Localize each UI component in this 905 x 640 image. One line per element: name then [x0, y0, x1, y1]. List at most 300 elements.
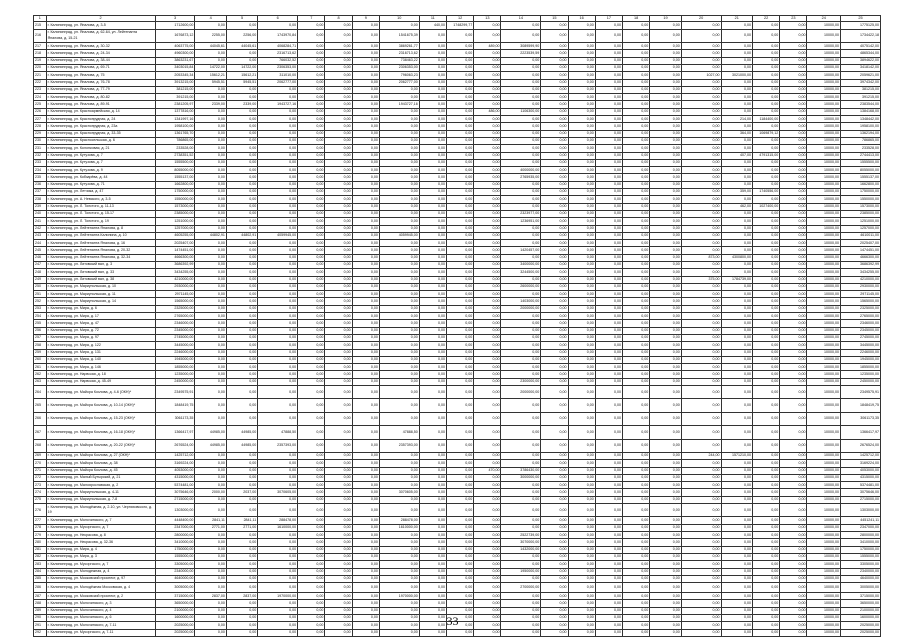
value-cell: 0,00 — [650, 371, 681, 378]
column-number-header: 16 — [568, 16, 595, 22]
value-cell: 44985,00 — [195, 439, 226, 452]
value-cell: 10000,00 — [807, 101, 841, 108]
value-cell: 10000,00 — [807, 167, 841, 174]
value-cell: 0,00 — [541, 364, 568, 371]
value-cell: 0,00 — [595, 320, 622, 327]
table-row — [34, 320, 881, 327]
value-cell: 0,00 — [541, 568, 568, 575]
value-cell: 0,00 — [681, 489, 721, 496]
address-cell: г. Калининград, ул. Яналова, д. 80-82 — [46, 94, 155, 101]
value-cell: 0,00 — [541, 561, 568, 568]
value-cell: 0,00 — [298, 29, 325, 42]
value-cell: 0,00 — [325, 181, 352, 188]
value-cell: 0,00 — [501, 116, 541, 123]
value-cell: 0,00 — [419, 94, 446, 101]
value-cell: 4640000,00 — [155, 575, 195, 582]
value-cell: 0,00 — [352, 137, 379, 144]
value-cell: 4075142,00 — [841, 43, 881, 50]
value-cell: 0,00 — [258, 575, 298, 582]
value-cell: 0,00 — [721, 504, 752, 517]
table-row — [34, 546, 881, 553]
value-cell: 0,00 — [501, 145, 541, 152]
value-cell: 0,00 — [650, 276, 681, 283]
value-cell: 0,00 — [752, 489, 779, 496]
value-cell: 0,00 — [379, 532, 419, 539]
value-cell: 0,00 — [541, 412, 568, 425]
value-cell: 0,00 — [623, 218, 650, 225]
value-cell: 0,00 — [258, 291, 298, 298]
value-cell: 3434255,00 — [841, 269, 881, 276]
value-cell: 0,00 — [501, 439, 541, 452]
value-cell: 0,00 — [541, 426, 568, 439]
value-cell: 0,00 — [752, 504, 779, 517]
value-cell: 10000,00 — [807, 607, 841, 614]
value-cell: 0,00 — [298, 276, 325, 283]
value-cell: 462,00 — [721, 203, 752, 210]
value-cell: 0,00 — [226, 123, 257, 130]
value-cell: 0,00 — [379, 116, 419, 123]
value-cell: 0,00 — [780, 517, 807, 524]
value-cell: 2765000,00 — [155, 313, 195, 320]
value-cell: 0,00 — [721, 167, 752, 174]
value-cell: 0,00 — [352, 356, 379, 363]
address-cell: г. Калининград, ул. Молодёжная, д. 2-10, ул. Черняховского, д. 19 — [46, 504, 155, 517]
value-cell: 0,00 — [595, 524, 622, 531]
table-row — [34, 108, 881, 115]
value-cell: 3445000,00 — [155, 342, 195, 349]
value-cell: 0,00 — [501, 94, 541, 101]
value-cell: 0,00 — [325, 247, 352, 254]
value-cell: 0,00 — [419, 399, 446, 412]
row-number: 221 — [34, 72, 47, 79]
value-cell: 0,00 — [258, 320, 298, 327]
value-cell: 0,00 — [595, 334, 622, 341]
value-cell: 0,00 — [721, 561, 752, 568]
value-cell: 0,00 — [379, 130, 419, 137]
value-cell: 3686392,99 — [155, 262, 195, 269]
value-cell: 0,00 — [541, 283, 568, 290]
value-cell: 0,00 — [226, 269, 257, 276]
column-number-header: 7 — [298, 16, 325, 22]
value-cell: 0,00 — [623, 189, 650, 196]
value-cell: 0,00 — [650, 269, 681, 276]
value-cell: 1750000,00 — [155, 189, 195, 196]
value-cell: 0,00 — [650, 50, 681, 57]
value-cell: 0,00 — [501, 225, 541, 232]
value-cell: 0,00 — [325, 94, 352, 101]
value-cell: 0,00 — [298, 482, 325, 489]
value-cell: 0,00 — [298, 622, 325, 629]
value-cell: 0,00 — [226, 356, 257, 363]
column-number-header: 21 — [721, 16, 752, 22]
value-cell: 1750000,00 — [841, 546, 881, 553]
value-cell: 0,00 — [623, 145, 650, 152]
value-cell: 0,00 — [650, 79, 681, 86]
address-cell: г. Калининград, ул. Мусоргского, д. 7 — [46, 561, 155, 568]
value-cell: 0,00 — [595, 94, 622, 101]
value-cell: 10000,00 — [807, 386, 841, 399]
value-cell: 0,00 — [752, 174, 779, 181]
value-cell: 0,00 — [595, 196, 622, 203]
value-cell: 0,00 — [721, 467, 752, 474]
value-cell: 0,00 — [195, 50, 226, 57]
address-cell: г. Калининград, ул. Нарвская, д. 45-49 — [46, 378, 155, 385]
value-cell: 0,00 — [298, 116, 325, 123]
value-cell: 0,00 — [752, 474, 779, 481]
value-cell: 10000,00 — [807, 203, 841, 210]
value-cell: 2037,00 — [226, 489, 257, 496]
value-cell: 0,00 — [226, 203, 257, 210]
value-cell: 0,00 — [650, 629, 681, 636]
value-cell: 0,00 — [752, 210, 779, 217]
value-cell: 0,00 — [541, 29, 568, 42]
value-cell: 10000,00 — [807, 629, 841, 636]
value-cell: 0,00 — [780, 189, 807, 196]
value-cell: 0,00 — [446, 327, 473, 334]
value-cell: 0,00 — [325, 371, 352, 378]
value-cell: 0,00 — [501, 276, 541, 283]
value-cell: 0,00 — [568, 203, 595, 210]
value-cell: 0,00 — [195, 123, 226, 130]
value-cell: 5945,51 — [226, 79, 257, 86]
value-cell: 0,00 — [721, 218, 752, 225]
value-cell: 0,00 — [595, 364, 622, 371]
value-cell: 0,00 — [446, 101, 473, 108]
value-cell: 0,00 — [681, 225, 721, 232]
address-cell: г. Калининград, ул. Майора Козлова, д. 4-6 (ОКН)* — [46, 386, 155, 399]
value-cell: 0,00 — [595, 496, 622, 503]
value-cell: 359,00 — [721, 189, 752, 196]
value-cell: 3786430,00 — [501, 467, 541, 474]
value-cell: 0,00 — [258, 254, 298, 261]
value-cell: 0,00 — [568, 532, 595, 539]
value-cell: 0,00 — [780, 532, 807, 539]
value-cell: 873,00 — [681, 254, 721, 261]
value-cell: 0,00 — [501, 320, 541, 327]
value-cell: 0,00 — [325, 240, 352, 247]
value-cell: 0,00 — [650, 482, 681, 489]
value-cell: 0,00 — [752, 320, 779, 327]
address-cell: г. Калининград, ул. Краснопрудная, д. 23а — [46, 123, 155, 130]
value-cell: 0,00 — [568, 101, 595, 108]
table-row — [34, 467, 881, 474]
value-cell: 0,00 — [752, 291, 779, 298]
value-cell: 0,00 — [780, 22, 807, 29]
value-cell: 0,00 — [595, 561, 622, 568]
value-cell: 0,00 — [780, 593, 807, 600]
value-cell: 489,00 — [474, 43, 501, 50]
row-number: 246 — [34, 254, 47, 261]
value-cell: 0,00 — [681, 568, 721, 575]
value-cell: 0,00 — [474, 496, 501, 503]
value-cell: 0,00 — [226, 629, 257, 636]
value-cell: 0,00 — [595, 298, 622, 305]
value-cell: 0,00 — [474, 364, 501, 371]
value-cell: 0,00 — [379, 482, 419, 489]
value-cell: 0,00 — [721, 43, 752, 50]
address-cell: г. Калининград, ул. Литовский вал, д. 3 — [46, 262, 155, 269]
value-cell: 0,00 — [325, 305, 352, 312]
value-cell: 0,00 — [258, 371, 298, 378]
value-cell: 0,00 — [752, 349, 779, 356]
value-cell: 2100000,00 — [841, 607, 881, 614]
value-cell: 0,00 — [752, 524, 779, 531]
value-cell: 0,00 — [623, 101, 650, 108]
value-cell: 2339,00 — [195, 101, 226, 108]
value-cell: 0,00 — [752, 575, 779, 582]
value-cell: 288478,00 — [379, 517, 419, 524]
value-cell: 0,00 — [195, 181, 226, 188]
value-cell: 0,00 — [752, 22, 779, 29]
value-cell: 0,00 — [379, 496, 419, 503]
value-cell: 0,00 — [298, 291, 325, 298]
value-cell: 0,00 — [623, 254, 650, 261]
address-cell: г. Калининград, ул. Летчика, д. 47 — [46, 189, 155, 196]
value-cell: 0,00 — [419, 356, 446, 363]
value-cell: 0,00 — [298, 174, 325, 181]
table-row — [34, 474, 881, 481]
value-cell: 10000,00 — [807, 108, 841, 115]
value-cell: 0,00 — [195, 504, 226, 517]
address-cell: г. Калининград, ул. Молодёжная Московская, д. 4 — [46, 583, 155, 593]
value-cell: 0,00 — [195, 412, 226, 425]
value-cell: 0,00 — [623, 460, 650, 467]
value-cell: 0,00 — [721, 524, 752, 531]
value-cell: 0,00 — [226, 86, 257, 93]
value-cell: 2025407,00 — [841, 240, 881, 247]
value-cell: 0,00 — [298, 371, 325, 378]
value-cell: 0,00 — [379, 22, 419, 29]
value-cell: 0,00 — [595, 629, 622, 636]
value-cell: 0,00 — [325, 225, 352, 232]
value-cell: 3021000,00 — [721, 72, 752, 79]
value-cell: 0,00 — [623, 247, 650, 254]
value-cell: 0,00 — [446, 399, 473, 412]
value-cell: 0,00 — [195, 269, 226, 276]
value-cell: 0,00 — [501, 57, 541, 64]
value-cell: 1712600,00 — [155, 22, 195, 29]
value-cell: 0,00 — [352, 313, 379, 320]
value-cell: 0,00 — [446, 517, 473, 524]
value-cell: 0,00 — [474, 622, 501, 629]
value-cell: 0,00 — [541, 254, 568, 261]
value-cell: 0,00 — [419, 123, 446, 130]
value-cell: 0,00 — [650, 583, 681, 593]
value-cell: 0,00 — [501, 86, 541, 93]
value-cell: 2700000,00 — [501, 583, 541, 593]
value-cell: 0,00 — [325, 553, 352, 560]
value-cell: 0,00 — [568, 225, 595, 232]
value-cell: 0,00 — [226, 22, 257, 29]
value-cell: 1303000,00 — [841, 504, 881, 517]
value-cell: 0,00 — [352, 72, 379, 79]
value-cell: 0,00 — [226, 378, 257, 385]
value-cell: 0,00 — [650, 320, 681, 327]
value-cell: 0,00 — [541, 167, 568, 174]
value-cell: 10000,00 — [807, 269, 841, 276]
value-cell: 0,00 — [352, 371, 379, 378]
value-cell: 0,00 — [650, 189, 681, 196]
row-number: 249 — [34, 276, 47, 283]
value-cell: 0,00 — [258, 240, 298, 247]
value-cell: 0,00 — [541, 453, 568, 460]
value-cell: 0,00 — [352, 600, 379, 607]
value-cell: 0,00 — [650, 453, 681, 460]
value-cell: 0,00 — [226, 334, 257, 341]
table-row — [34, 342, 881, 349]
value-cell: 0,00 — [352, 159, 379, 166]
value-cell: 0,00 — [258, 305, 298, 312]
value-cell: 1541675,39 — [379, 29, 419, 42]
value-cell: 0,00 — [752, 283, 779, 290]
value-cell: 0,00 — [681, 342, 721, 349]
value-cell: 1945000,00 — [841, 356, 881, 363]
value-cell: 0,00 — [568, 254, 595, 261]
value-cell: 0,00 — [541, 203, 568, 210]
value-cell: 0,00 — [595, 218, 622, 225]
value-cell: 0,00 — [721, 546, 752, 553]
value-cell: 0,00 — [352, 145, 379, 152]
value-cell: 0,00 — [379, 356, 419, 363]
value-cell: 288478,00 — [258, 517, 298, 524]
value-cell: 0,00 — [446, 553, 473, 560]
table-row — [34, 524, 881, 531]
value-cell: 0,00 — [258, 174, 298, 181]
table-row — [34, 94, 881, 101]
value-cell: 3075646,00 — [841, 489, 881, 496]
value-cell: 0,00 — [226, 320, 257, 327]
value-cell: 0,00 — [419, 137, 446, 144]
value-cell: 0,00 — [595, 64, 622, 71]
value-cell: 0,00 — [623, 412, 650, 425]
value-cell: 0,00 — [681, 629, 721, 636]
value-cell: 0,00 — [419, 269, 446, 276]
value-cell: 0,00 — [752, 496, 779, 503]
value-cell: 0,00 — [623, 561, 650, 568]
value-cell: 0,00 — [325, 524, 352, 531]
value-cell: 0,00 — [379, 145, 419, 152]
value-cell: 0,00 — [650, 460, 681, 467]
value-cell: 0,00 — [568, 496, 595, 503]
value-cell: 0,00 — [568, 364, 595, 371]
value-cell: 0,00 — [752, 269, 779, 276]
value-cell: 0,00 — [195, 174, 226, 181]
value-cell: 0,00 — [325, 546, 352, 553]
row-number: 242 — [34, 225, 47, 232]
value-cell: 0,00 — [352, 57, 379, 64]
value-cell: 1236951,00 — [501, 218, 541, 225]
value-cell: 0,00 — [226, 305, 257, 312]
value-cell: 0,00 — [681, 539, 721, 546]
value-cell: 0,00 — [379, 504, 419, 517]
value-cell: 0,00 — [195, 327, 226, 334]
address-cell: г. Калининград, ул. Мариупольская, д. 14 — [46, 298, 155, 305]
value-cell: 0,00 — [474, 482, 501, 489]
value-cell: 0,00 — [379, 196, 419, 203]
value-cell: 0,00 — [195, 313, 226, 320]
address-cell: г. Калининград, ул. Московский проспект, д. 2 — [46, 593, 155, 600]
value-cell: 0,00 — [721, 108, 752, 115]
value-cell: 2715000,00 — [155, 496, 195, 503]
value-cell: 0,00 — [298, 517, 325, 524]
value-cell: 0,00 — [474, 334, 501, 341]
value-cell: 0,00 — [352, 305, 379, 312]
value-cell: 3410000,00 — [841, 539, 881, 546]
value-cell: 0,00 — [623, 532, 650, 539]
value-cell: 0,00 — [780, 539, 807, 546]
value-cell: 0,00 — [568, 517, 595, 524]
table-row — [34, 399, 881, 412]
value-cell: 0,00 — [352, 152, 379, 159]
value-cell: 0,00 — [541, 152, 568, 159]
value-cell: 0,00 — [325, 568, 352, 575]
value-cell: 0,00 — [650, 159, 681, 166]
value-cell: 0,00 — [650, 254, 681, 261]
address-cell: г. Калининград, ул. Л. Толстого, д. 19 — [46, 218, 155, 225]
value-cell: 0,00 — [595, 152, 622, 159]
value-cell: 0,00 — [650, 539, 681, 546]
value-cell: 0,00 — [325, 196, 352, 203]
value-cell: 0,00 — [446, 474, 473, 481]
value-cell: 10000,00 — [807, 622, 841, 629]
value-cell: 0,00 — [195, 203, 226, 210]
value-cell: 0,00 — [419, 371, 446, 378]
value-cell: 0,00 — [446, 524, 473, 531]
row-number: 261 — [34, 364, 47, 371]
value-cell: 0,00 — [258, 123, 298, 130]
address-cell: г. Калининград, ул. Яналова, д. 24-34 — [46, 50, 155, 57]
address-cell: г. Калининград, ул. Литовский вал, д. 38 — [46, 276, 155, 283]
value-cell: 0,00 — [501, 313, 541, 320]
value-cell: 10000,00 — [807, 349, 841, 356]
value-cell: 0,00 — [780, 240, 807, 247]
table-row — [34, 568, 881, 575]
value-cell: 0,00 — [258, 203, 298, 210]
value-cell: 0,00 — [501, 615, 541, 622]
value-cell: 0,00 — [419, 108, 446, 115]
value-cell: 0,00 — [541, 181, 568, 188]
address-cell: г. Калининград, ул. Мира, д. 146 — [46, 364, 155, 371]
value-cell: 0,00 — [446, 349, 473, 356]
value-cell: 0,00 — [752, 334, 779, 341]
value-cell: 2025000,00 — [841, 622, 881, 629]
value-cell: 0,00 — [541, 94, 568, 101]
value-cell: 0,00 — [195, 546, 226, 553]
value-cell: 0,00 — [681, 532, 721, 539]
value-cell: 10000,00 — [807, 320, 841, 327]
address-cell: г. Калининград, ул. Мусоргского, д. 7-11 — [46, 629, 155, 636]
value-cell: 0,00 — [258, 313, 298, 320]
value-cell: 0,00 — [446, 334, 473, 341]
value-cell: 0,00 — [780, 283, 807, 290]
address-cell: г. Калининград, ул. Молочинского, д. 3 — [46, 600, 155, 607]
value-cell: 0,00 — [623, 482, 650, 489]
row-number: 238 — [34, 196, 47, 203]
table-row — [34, 137, 881, 144]
value-cell: 0,00 — [195, 349, 226, 356]
value-cell: 0,00 — [650, 593, 681, 600]
value-cell: 0,00 — [752, 532, 779, 539]
value-cell: 0,00 — [325, 349, 352, 356]
value-cell: 0,00 — [474, 371, 501, 378]
row-number: 279 — [34, 532, 47, 539]
value-cell: 0,00 — [352, 593, 379, 600]
value-cell: 10000,00 — [807, 399, 841, 412]
value-cell: 0,00 — [568, 240, 595, 247]
value-cell: 44802,91 — [226, 232, 257, 239]
table-row — [34, 517, 881, 524]
value-cell: 0,00 — [226, 482, 257, 489]
